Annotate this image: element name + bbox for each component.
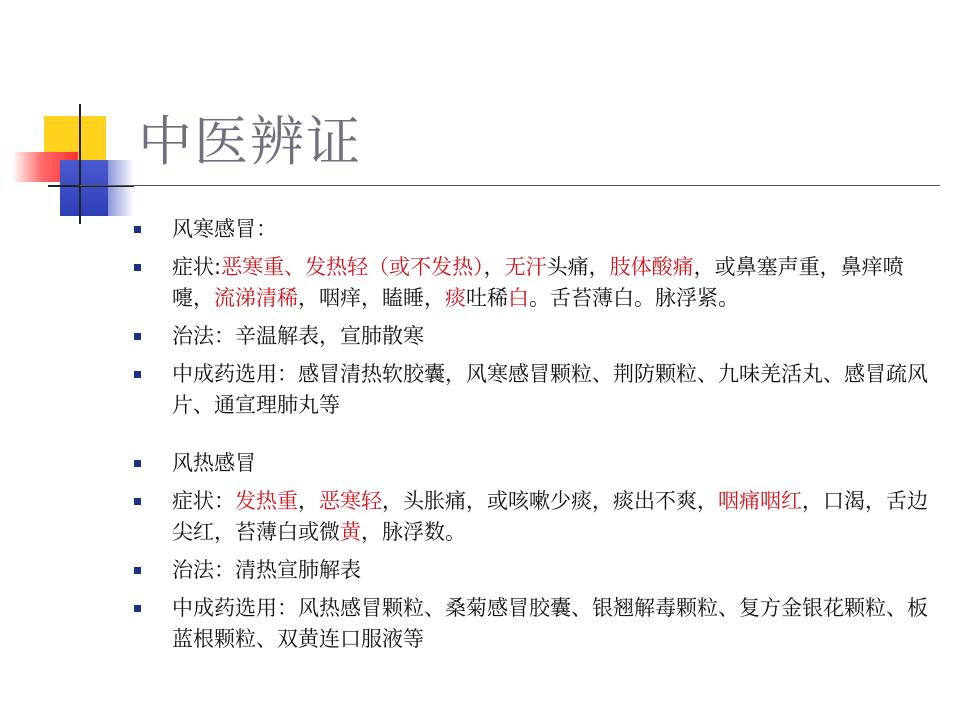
highlight-text: 咽痛咽红 [718, 489, 802, 513]
highlight-text: 发热重 [235, 489, 298, 513]
bullet-text: ，头胀痛，或咳嗽少痰，痰出不爽， [382, 489, 718, 513]
bullet-marker [134, 264, 141, 271]
bullet-text: ， [298, 489, 319, 513]
bullet-text: 头痛， [546, 255, 610, 279]
bullet-text: ，脉浮数。 [361, 520, 466, 544]
bullet-text: 治法：辛温解表，宣肺散寒 [172, 324, 424, 348]
bullet-text: 中成药选用：感冒清热软胶囊，风寒感冒颗粒、荆防颗粒、九味羌活丸、感冒疏风片、通宣理肺丸等 [172, 362, 928, 417]
bullet-text: 中成药选用：风热感冒颗粒、桑菊感冒胶囊、银翘解毒颗粒、复方金银花颗粒、板蓝根颗粒、双黄连口服液等 [172, 596, 928, 651]
bullet-item [134, 448, 944, 479]
bullet-text: 。舌苔薄白。脉浮紧。 [529, 286, 739, 310]
bullet-text: 症状: [172, 255, 222, 279]
bullet-marker [134, 226, 141, 233]
bullet-marker [134, 460, 141, 467]
bullet-text: ， [483, 255, 505, 279]
bullet-marker [134, 498, 141, 505]
highlight-text: 流涕清稀 [214, 286, 298, 310]
bullet-item [134, 486, 944, 548]
highlight-text: 痰 [445, 286, 466, 310]
bullet-marker [134, 567, 141, 574]
bullet-item [134, 252, 944, 314]
bullet-item [134, 593, 944, 655]
bullet-text: 症状： [172, 489, 235, 513]
highlight-text: 肢体酸痛 [609, 255, 694, 279]
highlight-text: 白 [508, 286, 529, 310]
decor-vertical-line [79, 104, 81, 224]
bullet-item [134, 321, 944, 352]
bullet-text: 治法：清热宣肺解表 [172, 558, 361, 582]
bullet-text: ，口渴，舌边尖红，苔薄白或微 [172, 489, 928, 544]
decor-blue-square [60, 160, 108, 216]
bullet-item [134, 214, 944, 245]
highlight-text: 恶寒重、发热轻（或不发热） [221, 255, 484, 279]
slide-title: 中医辨证 [138, 110, 362, 173]
highlight-text: 黄 [340, 520, 361, 544]
bullet-text: ，或鼻塞声重，鼻痒喷嚏， [172, 255, 904, 310]
bullet-item [134, 359, 944, 421]
highlight-text: 恶寒轻 [319, 489, 382, 513]
bullet-text: 吐稀 [466, 286, 508, 310]
bullet-marker [134, 371, 141, 378]
title-underline [80, 185, 940, 186]
highlight-text: 无汗 [504, 255, 547, 279]
bullet-text: ，咽痒，瞌睡， [298, 286, 445, 310]
bullet-text: 风寒感冒： [172, 217, 277, 241]
bullet-item [134, 555, 944, 586]
bullet-marker [134, 333, 141, 340]
decor-blue-fade [108, 160, 134, 216]
bullet-list [134, 214, 944, 662]
bullet-marker [134, 605, 141, 612]
bullet-text: 风热感冒 [172, 451, 256, 475]
